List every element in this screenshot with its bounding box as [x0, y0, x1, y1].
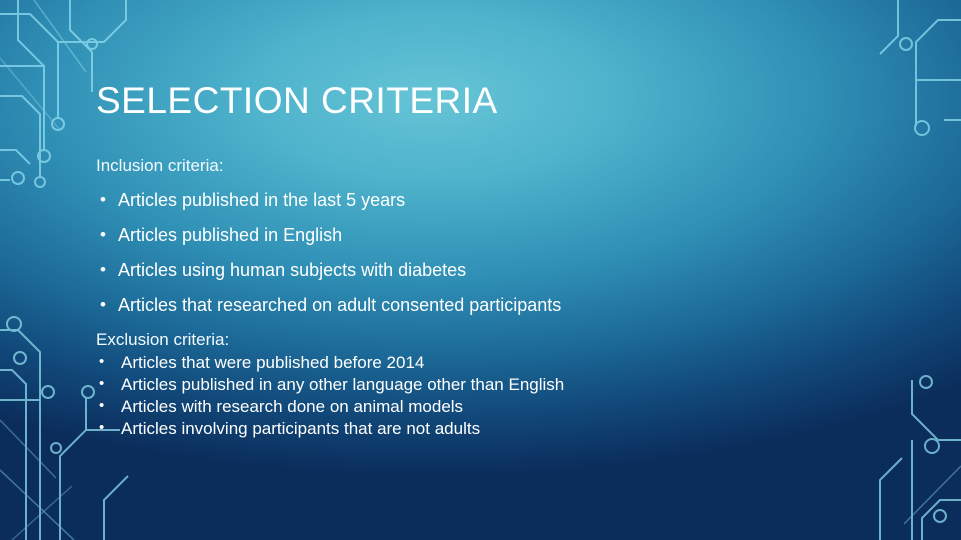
- inclusion-list: [96, 189, 886, 317]
- list-item: • Articles that researched on adult consented participants: [96, 294, 886, 317]
- body-content: [96, 155, 886, 440]
- list-item: • Articles published in any other language other than English: [96, 374, 886, 396]
- list-item: • Articles using human subjects with diabetes: [96, 259, 886, 282]
- inclusion-heading: Inclusion criteria:: [96, 156, 224, 175]
- list-item: • Articles with research done on animal models: [96, 396, 886, 418]
- exclusion-heading: Exclusion criteria:: [96, 330, 230, 349]
- list-item: • Articles published in the last 5 years: [96, 189, 886, 212]
- page-title: SELECTION CRITERIA: [96, 80, 498, 121]
- list-item: • Articles involving participants that are not adults: [96, 418, 886, 440]
- exclusion-list: [96, 352, 886, 440]
- list-item: • Articles published in English: [96, 224, 886, 247]
- list-item: • Articles that were published before 2014: [96, 352, 886, 374]
